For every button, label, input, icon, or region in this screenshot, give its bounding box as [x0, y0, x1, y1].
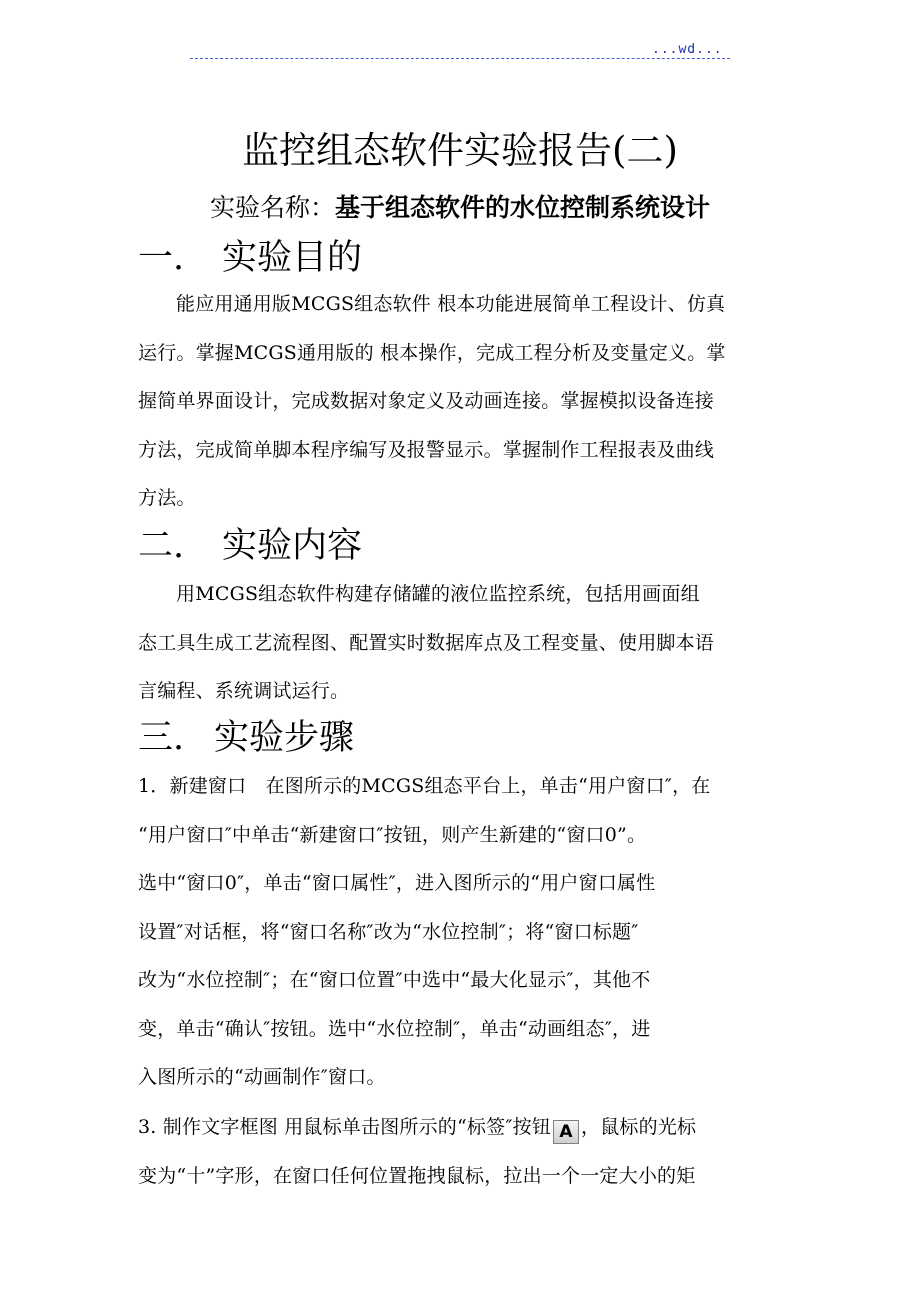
header-rule — [190, 58, 730, 59]
body-line: 变，单击“确认″按钮。选中“水位控制″，单击“动画组态″，进 — [138, 1017, 651, 1040]
header-note: ...wd... — [652, 42, 723, 57]
body-line: 选中“窗口0″，单击“窗口属性″，进入图所示的“用户窗口属性 — [138, 872, 656, 894]
body-line: 设置″对话框，将“窗口名称″改为“水位控制″；将“窗口标题″ — [138, 920, 639, 943]
section-body-purpose — [138, 280, 788, 523]
body-line: 变为“十”字形，在窗口任何位置拖拽鼠标，拉出一个一定大小的矩 — [138, 1164, 696, 1187]
body-line: 改为“水位控制″；在“窗口位置″中选中“最大化显示″，其他不 — [138, 969, 651, 991]
section-title: 实验内容 — [222, 526, 363, 566]
section-body-content — [138, 570, 788, 716]
section-heading-steps — [138, 716, 354, 760]
body-line — [138, 1103, 788, 1152]
body-line: 方法。 — [138, 487, 196, 509]
section-body-steps — [138, 762, 788, 1102]
body-line: 态工具生成工艺流程图、配置实时数据库点及工程变量、使用脚本语 — [138, 631, 715, 654]
experiment-name-label: 实验名称： — [209, 193, 335, 222]
section-title: 实验目的 — [222, 238, 363, 278]
section-heading-content — [138, 524, 362, 568]
body-line: “用户窗口″中单击“新建窗口″按钮，则产生新建的“窗口0”。 — [138, 823, 647, 846]
section-number: 三. — [138, 718, 185, 758]
step3-paragraph — [138, 1103, 788, 1200]
section-number: 二. — [138, 526, 185, 566]
body-line: 入图所示的“动画制作″窗口。 — [138, 1066, 386, 1088]
label-tool-icon: A — [553, 1120, 579, 1144]
body-line: 言编程、系统调试运行。 — [138, 680, 350, 702]
body-line: 能应用通用版MCGS组态软件 根本功能进展简单工程设计、仿真 — [176, 293, 726, 315]
document-title: 监控组态软件实验报告(二) — [242, 129, 678, 172]
body-line: 运行。掌握MCGS通用版的 根本操作，完成工程分析及变量定义。掌 — [138, 341, 726, 364]
experiment-name — [0, 190, 920, 226]
section-title: 实验步骤 — [214, 718, 355, 758]
step3-text-after: ，鼠标的光标 — [581, 1116, 697, 1138]
experiment-name-value: 基于组态软件的水位控制系统设计 — [335, 193, 711, 222]
step3-text-before: 3. 制作文字框图 用鼠标单击图所示的“标签″按钮 — [138, 1116, 552, 1138]
body-line: 1．新建窗口 在图所示的MCGS组态平台上，单击“用户窗口″，在 — [138, 775, 711, 797]
section-heading-purpose — [138, 236, 362, 280]
body-line: 用MCGS组态软件构建存储罐的液位监控系统，包括用画面组 — [176, 583, 700, 605]
body-line: 方法，完成简单脚本程序编写及报警显示。掌握制作工程报表及曲线 — [138, 438, 715, 461]
section-number: 一. — [138, 238, 185, 278]
body-line: 握简单界面设计，完成数据对象定义及动画连接。掌握模拟设备连接 — [138, 390, 715, 412]
